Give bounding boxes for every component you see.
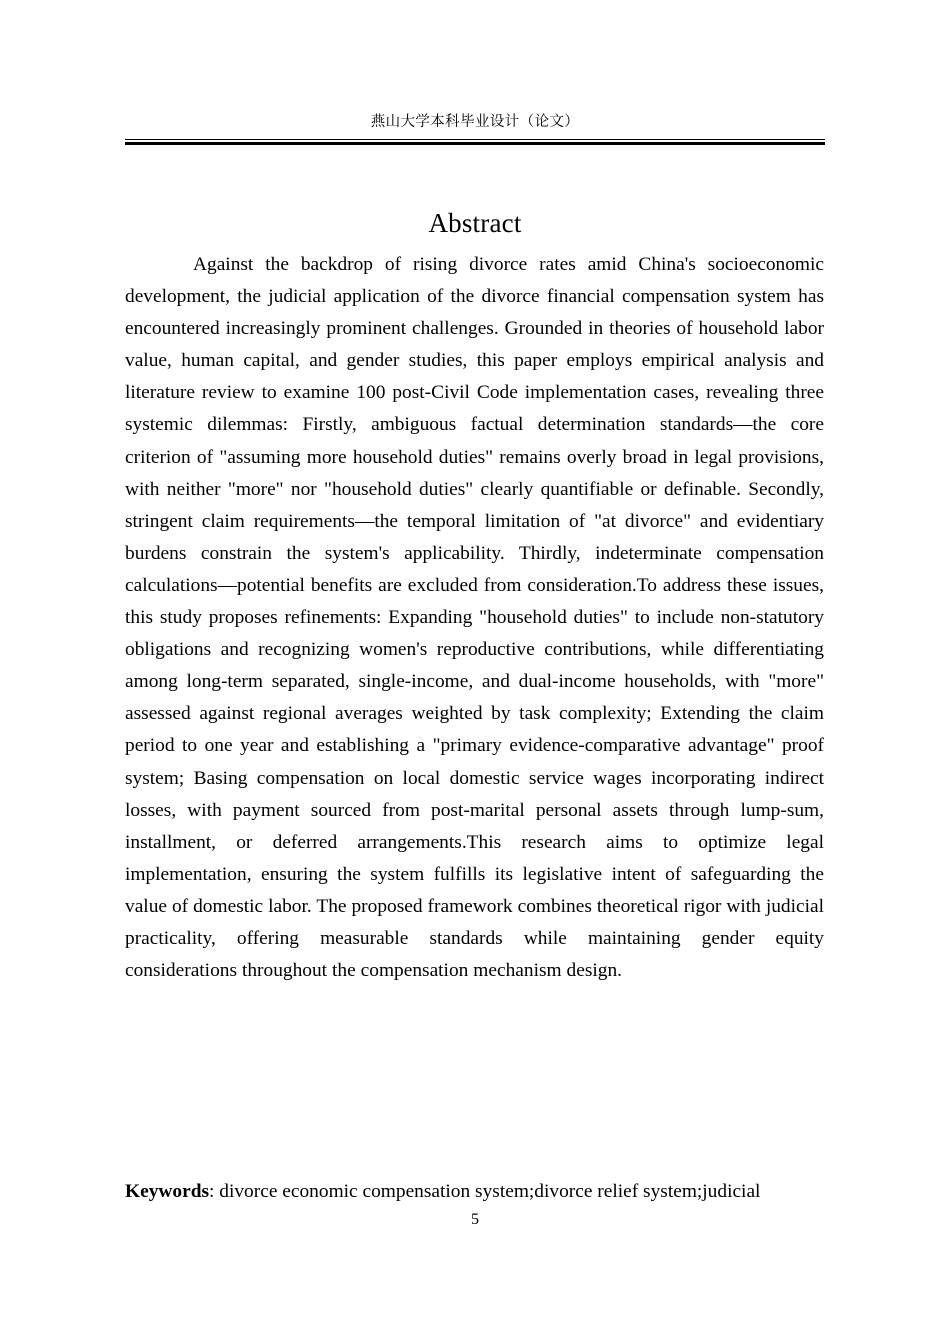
keywords-values: divorce economic compensation system;divorce relief system;judicial: [219, 1181, 761, 1202]
abstract-body: [125, 249, 824, 987]
page-number: 5: [471, 1211, 479, 1228]
header-title-text: 燕山大学本科毕业设计（论文）: [370, 114, 580, 130]
abstract-paragraph: Against the backdrop of rising divorce rates amid China's socioeconomic development, the judicial application of the divorce financial compensation system has encountered increasingly prominent challenges. Grounded in theories of household labor value, human capital, and gender studies, this paper employs empirical analysis and literature review to examine 100 post-Civil Code implementation cases, revealing three systemic dilemmas: Firstly, ambiguous factual determination standards—the core criterion of "assuming more household duties" remains overly broad in legal provisions, with neither "more" nor "household duties" clearly quantifiable or definable. Secondly, stringent claim requirements—the temporal limitation of "at divorce" and evidentiary burdens constrain the system's applicability. Thirdly, indeterminate compensation calculations—potential benefits are excluded from consideration.To address these issues, this study proposes refinements: Expanding "household duties" to include non-statutory obligations and recognizing women's reproductive contributions, while differentiating among long-term separated, single-income, and dual-income households, with "more" assessed against regional averages weighted by task complexity; Extending the claim period to one year and establishing a "primary evidence-comparative advantage" proof system; Basing compensation on local domestic service wages incorporating indirect losses, with payment sourced from post-marital personal assets through lump-sum, installment, or deferred arrangements.This research aims to optimize legal implementation, ensuring the system fulfills its legislative intent of safeguarding the value of domestic labor. The proposed framework combines theoretical rigor with judicial practicality, offering measurable standards while maintaining gender equity considerations throughout the compensation mechanism design.: [125, 254, 824, 982]
page-title: Abstract: [428, 208, 522, 239]
keywords-line: [125, 1176, 824, 1208]
keywords-separator: :: [209, 1181, 220, 1202]
header-double-rule: [125, 139, 825, 145]
running-header: [125, 112, 825, 145]
keywords-label: Keywords: [125, 1181, 210, 1202]
